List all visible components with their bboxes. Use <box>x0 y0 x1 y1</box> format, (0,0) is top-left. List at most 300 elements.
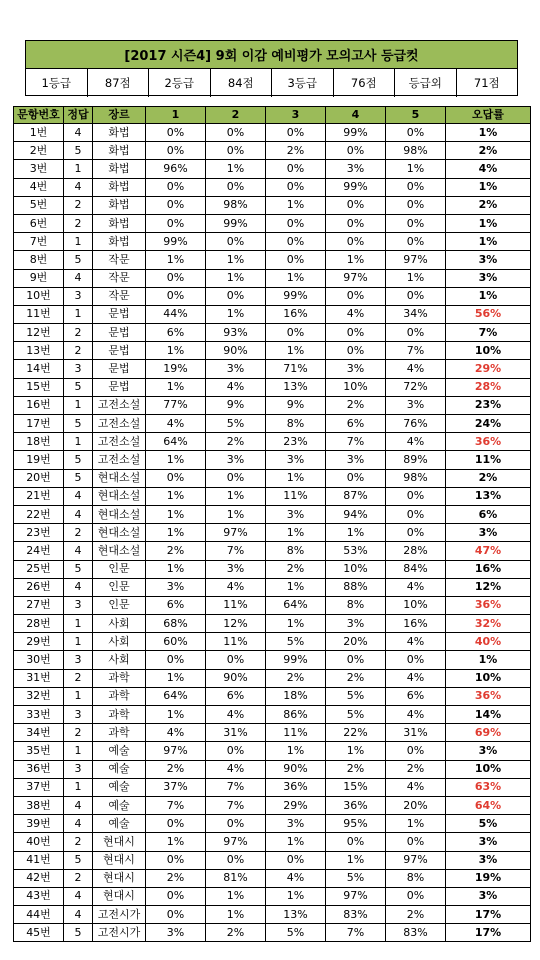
table-body <box>14 124 531 942</box>
table-row <box>14 342 531 360</box>
cell-choice-3: 3% <box>266 815 326 833</box>
cell-genre: 작문 <box>93 269 146 287</box>
cell-choice-2: 93% <box>206 324 266 342</box>
cell-choice-5: 3% <box>386 396 446 414</box>
cell-choice-5: 34% <box>386 305 446 323</box>
cell-choice-2: 9% <box>206 396 266 414</box>
cell-choice-4: 94% <box>326 505 386 523</box>
table-row <box>14 505 531 523</box>
cell-genre: 작문 <box>93 287 146 305</box>
cell-answer: 5 <box>64 142 93 160</box>
cell-wrong-rate: 1% <box>446 287 531 305</box>
cell-choice-3: 11% <box>266 487 326 505</box>
cell-genre: 문법 <box>93 360 146 378</box>
cell-choice-3: 8% <box>266 542 326 560</box>
cell-choice-3: 0% <box>266 178 326 196</box>
cell-choice-4: 7% <box>326 924 386 942</box>
cell-wrong-rate: 10% <box>446 342 531 360</box>
cell-choice-4: 22% <box>326 724 386 742</box>
cell-choice-1: 37% <box>146 778 206 796</box>
cell-wrong-rate: 10% <box>446 669 531 687</box>
table-row <box>14 796 531 814</box>
cell-question-no: 5번 <box>14 196 64 214</box>
cell-genre: 화법 <box>93 142 146 160</box>
header-choice-4: 4 <box>326 107 386 124</box>
cell-choice-2: 0% <box>206 469 266 487</box>
cell-wrong-rate: 17% <box>446 924 531 942</box>
cell-genre: 현대소설 <box>93 469 146 487</box>
cell-choice-3: 99% <box>266 287 326 305</box>
cell-choice-1: 0% <box>146 178 206 196</box>
cell-choice-1: 1% <box>146 706 206 724</box>
cell-choice-5: 0% <box>386 651 446 669</box>
cell-wrong-rate: 28% <box>446 378 531 396</box>
cell-choice-3: 2% <box>266 142 326 160</box>
cell-choice-5: 98% <box>386 142 446 160</box>
table-row <box>14 233 531 251</box>
cell-answer: 1 <box>64 615 93 633</box>
cell-answer: 5 <box>64 469 93 487</box>
cell-genre: 인문 <box>93 596 146 614</box>
cell-wrong-rate: 69% <box>446 724 531 742</box>
cell-choice-2: 4% <box>206 706 266 724</box>
cell-answer: 4 <box>64 124 93 142</box>
cell-answer: 5 <box>64 415 93 433</box>
cell-wrong-rate: 36% <box>446 433 531 451</box>
cell-choice-3: 1% <box>266 196 326 214</box>
cell-choice-5: 0% <box>386 124 446 142</box>
cell-genre: 사회 <box>93 633 146 651</box>
cell-question-no: 29번 <box>14 633 64 651</box>
cell-choice-3: 86% <box>266 706 326 724</box>
cell-choice-4: 99% <box>326 124 386 142</box>
table-row <box>14 214 531 232</box>
grade-1-label: 1등급 <box>26 69 88 97</box>
cell-choice-1: 2% <box>146 869 206 887</box>
cell-wrong-rate: 3% <box>446 742 531 760</box>
cell-choice-5: 97% <box>386 851 446 869</box>
cell-choice-4: 6% <box>326 415 386 433</box>
cell-choice-5: 0% <box>386 887 446 905</box>
cell-answer: 1 <box>64 633 93 651</box>
cell-answer: 5 <box>64 560 93 578</box>
cell-choice-3: 23% <box>266 433 326 451</box>
cell-choice-4: 88% <box>326 578 386 596</box>
cell-genre: 현대시 <box>93 869 146 887</box>
cell-question-no: 11번 <box>14 305 64 323</box>
cell-wrong-rate: 14% <box>446 706 531 724</box>
table-row <box>14 596 531 614</box>
cell-choice-5: 16% <box>386 615 446 633</box>
cell-genre: 작문 <box>93 251 146 269</box>
cell-question-no: 13번 <box>14 342 64 360</box>
cell-wrong-rate: 7% <box>446 324 531 342</box>
header-genre: 장르 <box>93 107 146 124</box>
cell-choice-5: 7% <box>386 342 446 360</box>
cell-choice-3: 90% <box>266 760 326 778</box>
cell-question-no: 44번 <box>14 906 64 924</box>
header-choice-1: 1 <box>146 107 206 124</box>
cell-question-no: 41번 <box>14 851 64 869</box>
cell-question-no: 31번 <box>14 669 64 687</box>
cell-answer: 1 <box>64 778 93 796</box>
cell-wrong-rate: 56% <box>446 305 531 323</box>
cell-question-no: 14번 <box>14 360 64 378</box>
cell-choice-5: 76% <box>386 415 446 433</box>
table-row <box>14 578 531 596</box>
cell-wrong-rate: 16% <box>446 560 531 578</box>
cell-choice-2: 1% <box>206 160 266 178</box>
cell-choice-3: 11% <box>266 724 326 742</box>
cell-question-no: 36번 <box>14 760 64 778</box>
cell-choice-3: 1% <box>266 524 326 542</box>
table-row <box>14 178 531 196</box>
cell-choice-2: 0% <box>206 142 266 160</box>
cell-answer: 3 <box>64 706 93 724</box>
cell-answer: 3 <box>64 760 93 778</box>
grade-2-label: 2등급 <box>149 69 211 97</box>
cell-choice-5: 0% <box>386 324 446 342</box>
cell-choice-2: 1% <box>206 487 266 505</box>
cell-choice-1: 60% <box>146 633 206 651</box>
cell-choice-1: 44% <box>146 305 206 323</box>
cell-wrong-rate: 29% <box>446 360 531 378</box>
table-row <box>14 324 531 342</box>
cell-question-no: 12번 <box>14 324 64 342</box>
cell-choice-4: 0% <box>326 342 386 360</box>
cell-genre: 인문 <box>93 560 146 578</box>
cell-choice-5: 4% <box>386 578 446 596</box>
cell-choice-1: 77% <box>146 396 206 414</box>
header-wrong-rate: 오답률 <box>446 107 531 124</box>
cell-answer: 2 <box>64 524 93 542</box>
cell-genre: 과학 <box>93 687 146 705</box>
table-row <box>14 706 531 724</box>
cell-choice-1: 0% <box>146 651 206 669</box>
cell-choice-2: 12% <box>206 615 266 633</box>
grade-cut-row <box>26 69 517 97</box>
cell-choice-1: 1% <box>146 251 206 269</box>
cell-wrong-rate: 1% <box>446 233 531 251</box>
cell-genre: 현대소설 <box>93 487 146 505</box>
cell-genre: 현대소설 <box>93 505 146 523</box>
cell-choice-4: 20% <box>326 633 386 651</box>
table-row <box>14 815 531 833</box>
cell-choice-3: 0% <box>266 324 326 342</box>
cell-question-no: 17번 <box>14 415 64 433</box>
cell-choice-1: 1% <box>146 505 206 523</box>
cell-answer: 1 <box>64 742 93 760</box>
cell-question-no: 27번 <box>14 596 64 614</box>
cell-wrong-rate: 3% <box>446 251 531 269</box>
cell-choice-4: 2% <box>326 396 386 414</box>
cell-wrong-rate: 1% <box>446 178 531 196</box>
cell-choice-4: 87% <box>326 487 386 505</box>
cell-answer: 1 <box>64 305 93 323</box>
cell-choice-2: 11% <box>206 596 266 614</box>
cell-choice-2: 7% <box>206 542 266 560</box>
cell-wrong-rate: 10% <box>446 760 531 778</box>
grade-cut-box <box>25 40 518 96</box>
cell-choice-2: 4% <box>206 760 266 778</box>
table-row <box>14 760 531 778</box>
cell-choice-1: 0% <box>146 269 206 287</box>
cell-question-no: 10번 <box>14 287 64 305</box>
cell-wrong-rate: 2% <box>446 469 531 487</box>
cell-answer: 3 <box>64 651 93 669</box>
cell-choice-4: 1% <box>326 251 386 269</box>
cell-choice-5: 0% <box>386 524 446 542</box>
cell-choice-5: 0% <box>386 233 446 251</box>
cell-choice-3: 0% <box>266 251 326 269</box>
cell-choice-1: 1% <box>146 669 206 687</box>
cell-answer: 1 <box>64 396 93 414</box>
cell-choice-1: 64% <box>146 687 206 705</box>
cell-question-no: 15번 <box>14 378 64 396</box>
cell-choice-4: 2% <box>326 669 386 687</box>
cell-choice-2: 1% <box>206 887 266 905</box>
cell-choice-4: 0% <box>326 233 386 251</box>
cell-wrong-rate: 2% <box>446 142 531 160</box>
cell-answer: 5 <box>64 251 93 269</box>
cell-answer: 4 <box>64 505 93 523</box>
cell-question-no: 4번 <box>14 178 64 196</box>
cell-choice-2: 97% <box>206 524 266 542</box>
cell-question-no: 7번 <box>14 233 64 251</box>
grade-3-score: 76점 <box>334 69 396 97</box>
cell-choice-5: 83% <box>386 924 446 942</box>
cell-choice-4: 3% <box>326 360 386 378</box>
cell-genre: 현대시 <box>93 833 146 851</box>
cell-choice-3: 0% <box>266 124 326 142</box>
cell-question-no: 32번 <box>14 687 64 705</box>
cell-choice-4: 8% <box>326 596 386 614</box>
cell-choice-2: 90% <box>206 342 266 360</box>
cell-choice-2: 0% <box>206 124 266 142</box>
table-row <box>14 378 531 396</box>
cell-choice-4: 0% <box>326 324 386 342</box>
cell-answer: 1 <box>64 233 93 251</box>
cell-answer: 2 <box>64 324 93 342</box>
table-row <box>14 305 531 323</box>
cell-choice-5: 4% <box>386 778 446 796</box>
cell-wrong-rate: 36% <box>446 687 531 705</box>
table-row <box>14 742 531 760</box>
cell-choice-5: 84% <box>386 560 446 578</box>
cell-wrong-rate: 3% <box>446 269 531 287</box>
cell-genre: 고전소설 <box>93 451 146 469</box>
cell-choice-2: 31% <box>206 724 266 742</box>
table-row <box>14 687 531 705</box>
table-row <box>14 433 531 451</box>
header-choice-2: 2 <box>206 107 266 124</box>
cell-choice-4: 3% <box>326 160 386 178</box>
cell-choice-1: 6% <box>146 596 206 614</box>
cell-choice-3: 8% <box>266 415 326 433</box>
cell-answer: 4 <box>64 178 93 196</box>
cell-wrong-rate: 1% <box>446 214 531 232</box>
cell-wrong-rate: 3% <box>446 851 531 869</box>
cell-genre: 문법 <box>93 378 146 396</box>
cell-genre: 현대소설 <box>93 542 146 560</box>
cell-choice-3: 2% <box>266 560 326 578</box>
cell-question-no: 45번 <box>14 924 64 942</box>
cell-genre: 현대시 <box>93 887 146 905</box>
cell-choice-1: 3% <box>146 578 206 596</box>
cell-choice-4: 1% <box>326 524 386 542</box>
cell-wrong-rate: 23% <box>446 396 531 414</box>
cell-choice-3: 0% <box>266 160 326 178</box>
grade-1-score: 87점 <box>88 69 150 97</box>
table-row <box>14 469 531 487</box>
cell-choice-2: 0% <box>206 651 266 669</box>
cell-choice-2: 81% <box>206 869 266 887</box>
table-row <box>14 524 531 542</box>
cell-question-no: 33번 <box>14 706 64 724</box>
cell-genre: 예술 <box>93 778 146 796</box>
cell-wrong-rate: 36% <box>446 596 531 614</box>
cell-question-no: 39번 <box>14 815 64 833</box>
cell-choice-5: 1% <box>386 815 446 833</box>
cell-genre: 문법 <box>93 342 146 360</box>
cell-wrong-rate: 3% <box>446 887 531 905</box>
cell-choice-5: 4% <box>386 360 446 378</box>
table-row <box>14 124 531 142</box>
cell-choice-2: 99% <box>206 214 266 232</box>
cell-genre: 현대시 <box>93 851 146 869</box>
cell-question-no: 43번 <box>14 887 64 905</box>
cell-choice-2: 2% <box>206 433 266 451</box>
cell-wrong-rate: 1% <box>446 124 531 142</box>
header-choice-5: 5 <box>386 107 446 124</box>
cell-answer: 4 <box>64 815 93 833</box>
cell-choice-1: 4% <box>146 415 206 433</box>
cell-choice-5: 0% <box>386 487 446 505</box>
cell-choice-2: 0% <box>206 815 266 833</box>
cell-question-no: 1번 <box>14 124 64 142</box>
table-row <box>14 633 531 651</box>
table-row <box>14 869 531 887</box>
cell-choice-5: 0% <box>386 287 446 305</box>
cell-choice-3: 0% <box>266 233 326 251</box>
cell-answer: 4 <box>64 487 93 505</box>
cell-choice-3: 13% <box>266 378 326 396</box>
cell-choice-4: 99% <box>326 178 386 196</box>
cell-choice-5: 6% <box>386 687 446 705</box>
cell-choice-2: 3% <box>206 560 266 578</box>
cell-answer: 2 <box>64 833 93 851</box>
cell-choice-4: 10% <box>326 560 386 578</box>
cell-choice-1: 2% <box>146 542 206 560</box>
cell-choice-4: 5% <box>326 869 386 887</box>
cell-choice-1: 6% <box>146 324 206 342</box>
table-row <box>14 415 531 433</box>
cell-choice-5: 1% <box>386 269 446 287</box>
cell-answer: 3 <box>64 287 93 305</box>
cell-choice-3: 1% <box>266 833 326 851</box>
cell-choice-4: 0% <box>326 142 386 160</box>
table-row <box>14 669 531 687</box>
cell-choice-1: 0% <box>146 469 206 487</box>
cell-choice-2: 4% <box>206 578 266 596</box>
table-row <box>14 615 531 633</box>
cell-choice-2: 2% <box>206 924 266 942</box>
cell-choice-3: 5% <box>266 633 326 651</box>
cell-choice-1: 0% <box>146 887 206 905</box>
cell-choice-4: 5% <box>326 687 386 705</box>
cell-wrong-rate: 17% <box>446 906 531 924</box>
cell-choice-4: 0% <box>326 196 386 214</box>
cell-choice-1: 1% <box>146 833 206 851</box>
table-row <box>14 560 531 578</box>
cell-genre: 화법 <box>93 214 146 232</box>
cell-choice-2: 1% <box>206 269 266 287</box>
cell-wrong-rate: 4% <box>446 160 531 178</box>
cell-answer: 5 <box>64 924 93 942</box>
cell-choice-3: 71% <box>266 360 326 378</box>
cell-question-no: 28번 <box>14 615 64 633</box>
cell-genre: 예술 <box>93 815 146 833</box>
cell-choice-4: 0% <box>326 287 386 305</box>
cell-choice-3: 16% <box>266 305 326 323</box>
cell-choice-2: 3% <box>206 451 266 469</box>
cell-choice-4: 1% <box>326 742 386 760</box>
cell-choice-3: 13% <box>266 906 326 924</box>
cell-choice-4: 3% <box>326 615 386 633</box>
cell-choice-4: 53% <box>326 542 386 560</box>
cell-question-no: 30번 <box>14 651 64 669</box>
cell-question-no: 38번 <box>14 796 64 814</box>
cell-question-no: 18번 <box>14 433 64 451</box>
cell-choice-4: 0% <box>326 833 386 851</box>
cell-choice-2: 1% <box>206 906 266 924</box>
cell-choice-2: 0% <box>206 178 266 196</box>
cell-choice-3: 1% <box>266 342 326 360</box>
page-title: [2017 시즌4] 9회 이감 예비평가 모의고사 등급컷 <box>26 41 517 69</box>
cell-wrong-rate: 5% <box>446 815 531 833</box>
cell-genre: 고전소설 <box>93 433 146 451</box>
cell-genre: 예술 <box>93 760 146 778</box>
table-row <box>14 542 531 560</box>
cell-choice-2: 0% <box>206 287 266 305</box>
cell-answer: 5 <box>64 451 93 469</box>
cell-answer: 1 <box>64 687 93 705</box>
cell-choice-1: 64% <box>146 433 206 451</box>
cell-genre: 화법 <box>93 160 146 178</box>
cell-question-no: 24번 <box>14 542 64 560</box>
cell-wrong-rate: 63% <box>446 778 531 796</box>
cell-choice-1: 0% <box>146 214 206 232</box>
cell-genre: 고전시가 <box>93 906 146 924</box>
cell-question-no: 6번 <box>14 214 64 232</box>
cell-choice-5: 98% <box>386 469 446 487</box>
cell-choice-4: 36% <box>326 796 386 814</box>
cell-genre: 화법 <box>93 196 146 214</box>
cell-question-no: 23번 <box>14 524 64 542</box>
cell-choice-2: 0% <box>206 742 266 760</box>
cell-choice-5: 4% <box>386 669 446 687</box>
cell-answer: 2 <box>64 869 93 887</box>
cell-wrong-rate: 3% <box>446 833 531 851</box>
cell-wrong-rate: 13% <box>446 487 531 505</box>
cell-choice-4: 0% <box>326 651 386 669</box>
cell-choice-3: 0% <box>266 851 326 869</box>
cell-genre: 예술 <box>93 742 146 760</box>
cell-choice-1: 1% <box>146 378 206 396</box>
cell-answer: 5 <box>64 851 93 869</box>
cell-choice-4: 10% <box>326 378 386 396</box>
cell-choice-3: 2% <box>266 669 326 687</box>
